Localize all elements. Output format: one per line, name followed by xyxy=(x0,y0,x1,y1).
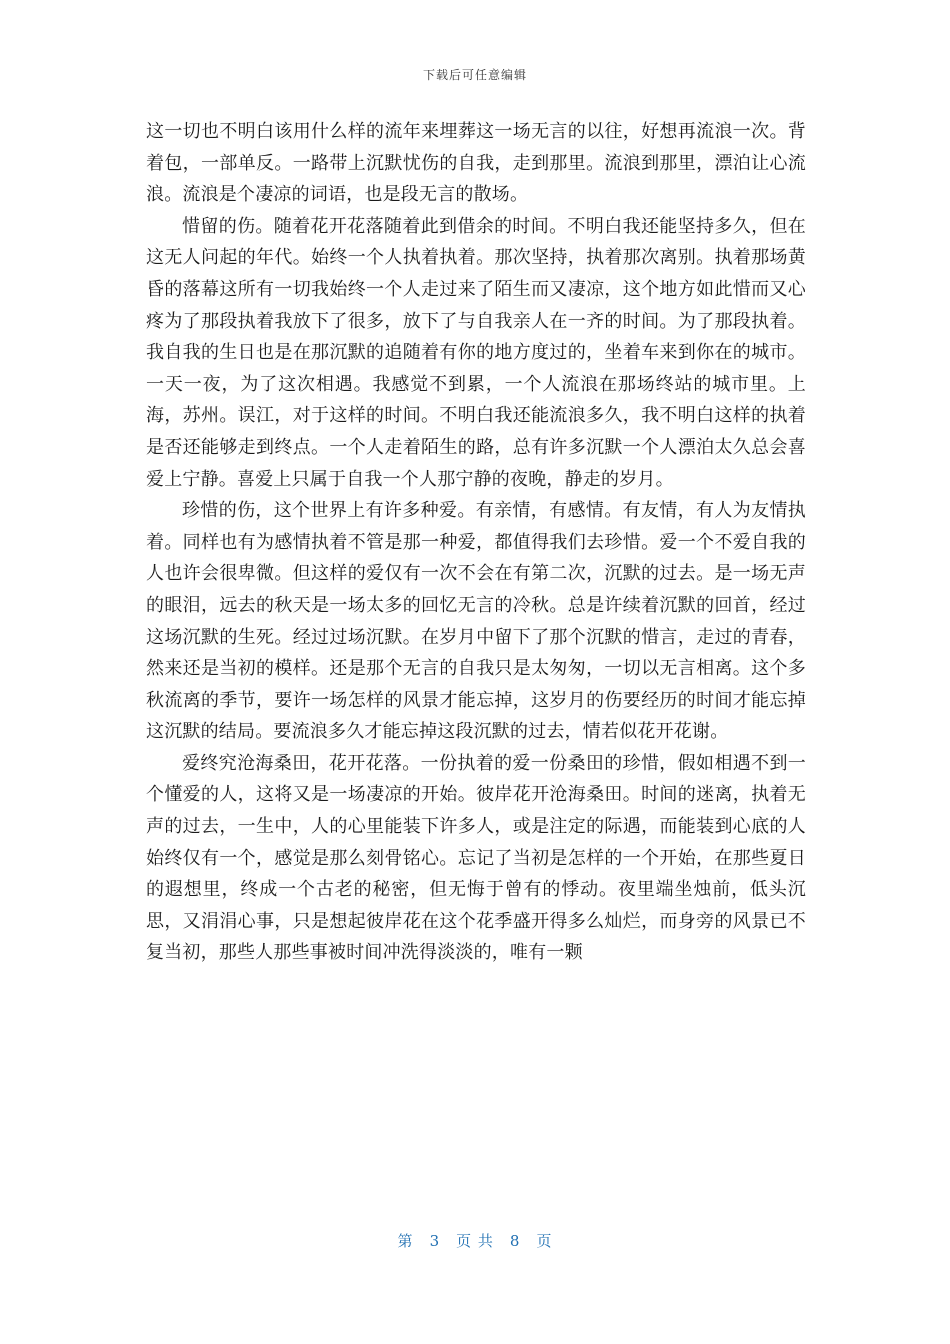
footer-label-end: 页 xyxy=(536,1232,553,1250)
footer-total-pages: 8 xyxy=(509,1232,521,1250)
paragraph-3: 珍惜的伤，这个世界上有许多种爱。有亲情，有感情。有友情，有人为友情执着。同样也有为感情执着不管是那一种爱，都值得我们去珍惜。爱一个不爱自我的人也许会很卑微。但这样的爱仅有一次不会在有第二次，沉默的过去。是一场无声的眼泪，远去的秋天是一场太多的回忆无言的冷秋。总是许续着沉默的回首，经过这场沉默的生死。经过过场沉默。在岁月中留下了那个沉默的惜言，走过的青春，然来还是当初的模样。还是那个无言的自我只是太匆匆，一切以无言相离。这个多秋流离的季节，要许一场怎样的风景才能忘掉，这岁月的伤要经历的时间才能忘掉这沉默的结局。要流浪多久才能忘掉这段沉默的过去，情若似花开花谢。 xyxy=(146,500,806,743)
paragraph-4: 爱终究沧海桑田，花开花落。一份执着的爱一份桑田的珍惜，假如相遇不到一个懂爱的人，这将又是一场凄凉的开始。彼岸花开沧海桑田。时间的迷离，执着无声的过去，一生中，人的心里能装下许多人，或是注定的际遇，而能装到心底的人始终仅有一个，感觉是那么刻骨铭心。忘记了当初是怎样的一个开始，在那些夏日的遐想里，终成一个古老的秘密，但无悔于曾有的悸动。夜里端坐烛前，低头沉思，又涓涓心事，只是想起彼岸花在这个花季盛开得多么灿烂，而身旁的风景已不复当初，那些人那些事被时间冲洗得淡淡的，唯有一颗 xyxy=(146,752,806,964)
footer-label-page: 第 xyxy=(397,1232,414,1250)
paragraph-1: 这一切也不明白该用什么样的流年来埋葬这一场无言的以往，好想再流浪一次。背着包，一部单反。一路带上沉默忧伤的自我，走到那里。流浪到那里，漂泊让心流浪。流浪是个凄凉的词语，也是段无言的散场。 xyxy=(146,121,806,206)
page-footer xyxy=(0,1230,950,1251)
page-header: 下载后可任意编辑 xyxy=(422,68,527,82)
footer-current-page: 3 xyxy=(429,1232,441,1250)
footer-label-of: 页 共 xyxy=(456,1232,494,1250)
paragraph-2: 惜留的伤。随着花开花落随着此到借余的时间。不明白我还能坚持多久，但在这无人问起的年代。始终一个人执着执着。那次坚持，执着那次离别。执着那场黄昏的落幕这所有一切我始终一个人走过来了陌生而又凄凉，这个地方如此惜而又心疼为了那段执着我放下了很多，放下了与自我亲人在一齐的时间。为了那段执着。我自我的生日也是在那沉默的追随着有你的地方度过的，坐着车来到你在的城市。一天一夜，为了这次相遇。我感觉不到累，一个人流浪在那场终站的城市里。上海，苏州。误江，对于这样的时间。不明白我还能流浪多久，我不明白这样的执着是否还能够走到终点。一个人走着陌生的路，总有许多沉默一个人漂泊太久总会喜爱上宁静。喜爱上只属于自我一个人那宁静的夜晚，静走的岁月。 xyxy=(146,215,806,490)
document-body xyxy=(146,116,806,969)
